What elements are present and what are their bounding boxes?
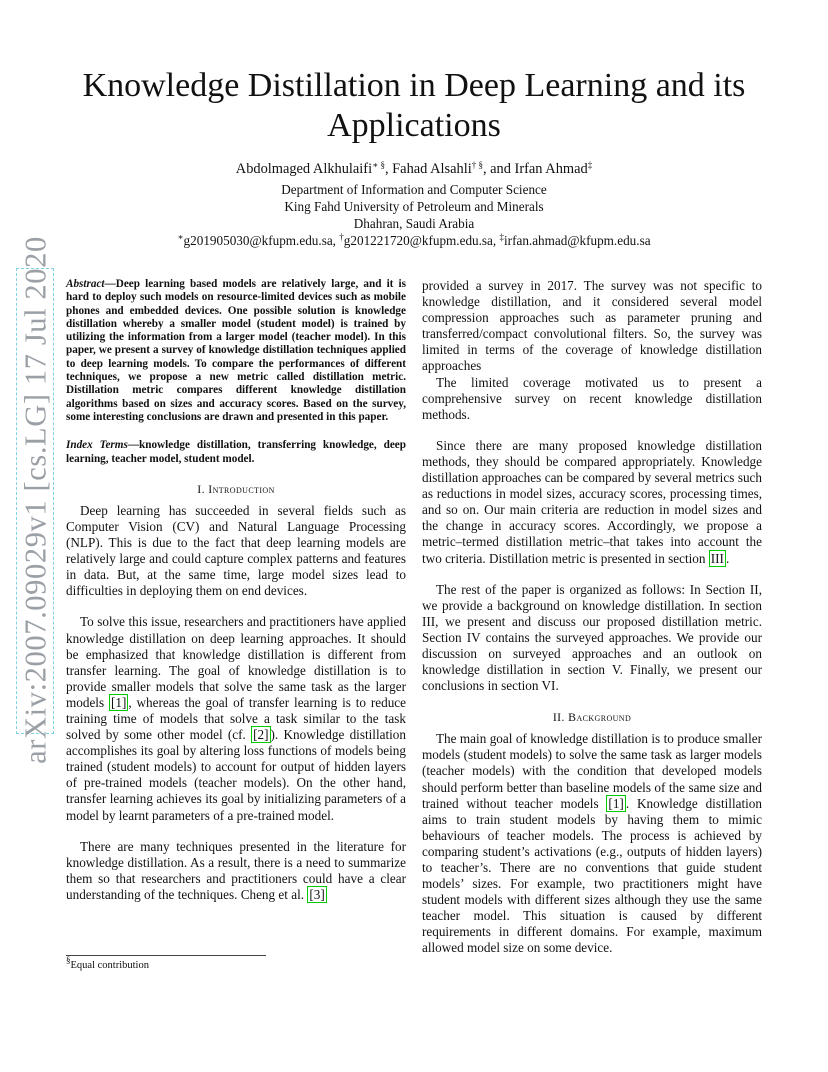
body-paragraph: Deep learning has succeeded in several fields such as Computer Vision (CV) and Natural Language Processing (NLP). This is due to the fact that deep learning models are relatively large and could capture complex patterns and features in data. But, at the same time, large model sizes lead to difficulties in deploying them on end devices. [66, 502, 406, 599]
paragraph-text: To solve this issue, researchers and practitioners have applied knowledge distillation on deep learning approaches. It should be emphasized that knowledge distillation is different from transfer learning. The goal of knowledge distillation is to provide smaller models that solve the same task as the larger models [66, 614, 406, 710]
paragraph-text: Since there are many proposed knowledge distillation methods, they should be compared appropriately. Knowledge distillation approaches can be compared by several metrics such as reductions in model sizes, accuracy scores, processing times, and so on. Our main criteria are reduction in model sizes and the change in accuracy scores. Accordingly, we propose a metric–termed distillation metric–that takes into account the two criteria. Distillation metric is presented in section [422, 437, 762, 566]
right-column [422, 278, 762, 957]
abstract [66, 278, 406, 424]
citation-link[interactable]: [1] [608, 795, 624, 811]
email-mark: † [339, 232, 344, 242]
index-terms-text: —knowledge distillation, transferring knowledge, deep learning, teacher model, student model. [66, 439, 406, 465]
location: Dhahran, Saudi Arabia [353, 216, 475, 231]
citation-link[interactable]: [1] [110, 694, 127, 710]
abstract-text: —Deep learning based models are relatively large, and it is hard to deploy such models on resource-limited devices such as mobile phones and embedded devices. One possible solution is knowledge distillation whereby a smaller model (student model) is trained by utilizing the information from a larger model (teacher model). In this paper, we present a survey of knowledge distillation techniques applied to deep learning models. To compare the performances of different techniques, we propose a new metric called distillation metric. Distillation metric compares different knowledge distillation algorithms based on sizes and accuracy scores. Based on the survey, some interesting conclusions are drawn and presented in this paper. [66, 278, 406, 423]
paragraph-text: , whereas the goal of transfer learning is to reduce training time of models that solve a task similar to the task solved by some other model (cf. [66, 694, 406, 743]
body-paragraph [66, 614, 406, 823]
author-name: and Irfan Ahmad [490, 161, 588, 177]
body-paragraph [66, 839, 406, 903]
footnote [66, 955, 266, 972]
footnote-text: Equal contribution [70, 960, 149, 971]
body-paragraph [422, 438, 762, 567]
index-terms [66, 439, 406, 466]
section-link[interactable]: III [710, 550, 724, 566]
paragraph-text: There are many techniques presented in the literature for knowledge distillation. As a result, there is a need to summarize them so that researchers and practitioners could have a clear understanding of the techniques. Cheng et al. [66, 838, 406, 902]
paragraph-text: . Knowledge distillation aims to train student models by having them to mimic behaviours of teacher models. The process is achieved by comparing student’s activations (e.g., outputs of hidden layers) to teacher’s. There are no conventions that guide student models’ sizes. For example, two practitioners might have student models with different sizes although they use the same teacher model. This situation is caused by different requirements in different domains. For example, maximum allowed model size on some device. [422, 795, 762, 956]
left-column [66, 278, 406, 903]
index-terms-label: Index Terms [66, 439, 128, 452]
author-marks: ‡ [587, 160, 593, 170]
section-heading: I. Introduction [197, 481, 275, 496]
author-name: Abdolmaged Alkhulaifi [235, 161, 373, 177]
body-paragraph: The rest of the paper is organized as follows: In Section II, we provide a background on knowledge distillation. In section III, we present and discuss our proposed distillation metric. Section IV contains the surveyed approaches. We provide our discussion on surveyed approaches and an outlook on knowledge distillation in section V. Finally, we present our conclusions in section VI. [422, 581, 762, 694]
author-name: Fahad Alsahli [392, 161, 472, 177]
paragraph-text: The main goal of knowledge distillation is to produce smaller models (student models) to solve the same task as larger models (teacher models) with the condition that developed models should perform better than baseline models of the same size and trained without teacher models [422, 731, 762, 811]
body-paragraph: The limited coverage motivated us to present a comprehensive survey on recent knowledge distillation methods. [422, 374, 762, 422]
author-marks: ∗ § [372, 160, 385, 170]
section-heading: II. Background [552, 710, 632, 725]
email-mark: ∗ [177, 232, 184, 242]
author-list: Abdolmaged Alkhulaifi∗ §, Fahad Alsahli† §, and Irfan Ahmad‡ [235, 160, 593, 177]
email-address: g201905030@kfupm.edu.sa, [183, 233, 336, 248]
abstract-label: Abstract [66, 278, 105, 290]
university: King Fahd University of Petroleum and Minerals [284, 199, 544, 214]
citation-link[interactable]: [3] [309, 886, 325, 902]
footnote-mark: § [66, 955, 71, 965]
email-line [60, 232, 768, 249]
email-mark: ‡ [499, 232, 505, 242]
paragraph-text: . [725, 550, 730, 566]
department: Department of Information and Computer Science [281, 182, 547, 197]
affiliation-block [60, 181, 768, 249]
author-marks: † § [471, 160, 483, 170]
paragraph-text: ). Knowledge distillation accomplishes its goal by altering loss functions of models being trained (student models) to account for output of hidden layers of pre-trained models (teacher models). On the other hand, transfer learning achieves its goal by initializing parameters of a model by learnt parameters of a pre-trained model. [66, 727, 406, 823]
paper-title: Knowledge Distillation in Deep Learning and its Applications [82, 67, 746, 144]
body-paragraph [422, 731, 762, 956]
citation-link[interactable]: [2] [253, 727, 269, 743]
arxiv-stamp: arXiv:2007.09029v1 [cs.LG] 17 Jul 2020 [18, 236, 53, 764]
email-address: g201221720@kfupm.edu.sa, [343, 233, 497, 248]
email-address: irfan.ahmad@kfupm.edu.sa [504, 233, 651, 248]
body-paragraph: provided a survey in 2017. The survey was not specific to knowledge distillation, and it considered several model compression approaches such as parameter pruning and transferred/compact convolutional filters. So, the survey was limited in terms of the coverage of knowledge distillation approaches [422, 278, 762, 374]
